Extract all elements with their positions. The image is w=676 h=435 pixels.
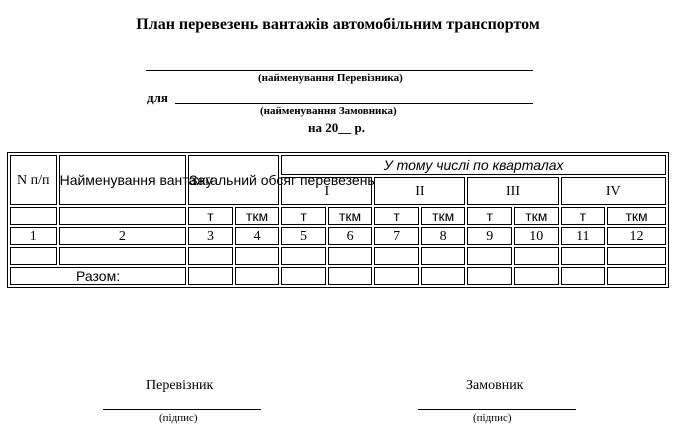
document-title: План перевезень вантажів автомобільним транспортом — [136, 16, 540, 33]
customer-sign-caption: (підпис) — [473, 412, 512, 424]
number-cell: 8 — [421, 227, 466, 245]
number-cell: 1 — [10, 227, 57, 245]
header-num: N п/п — [10, 155, 57, 205]
carrier-caption: (найменування Перевізника) — [258, 72, 403, 84]
table-cell — [281, 247, 326, 265]
number-cell: 11 — [561, 227, 606, 245]
year-line: на 20__ р. — [308, 120, 365, 135]
table-cell — [514, 267, 559, 285]
unit-cell: т — [561, 207, 606, 225]
unit-cell: ткм — [514, 207, 559, 225]
number-cell: 4 — [235, 227, 280, 245]
table-cell — [374, 267, 419, 285]
header-cargo: Найменування вантажу — [59, 155, 187, 205]
empty-row — [10, 247, 666, 265]
customer-caption: (найменування Замовника) — [260, 105, 397, 117]
unit-cell: ткм — [235, 207, 280, 225]
table-cell — [188, 267, 233, 285]
number-cell: 3 — [188, 227, 233, 245]
table-cell — [235, 267, 280, 285]
number-cell: 9 — [467, 227, 512, 245]
header-quarter: I — [281, 177, 372, 205]
header-quarter: IV — [561, 177, 666, 205]
table-cell — [10, 247, 57, 265]
table-cell — [421, 247, 466, 265]
for-label: для — [147, 90, 168, 105]
unit-cell: ткм — [607, 207, 666, 225]
header-quarters-group: У тому числі по кварталах — [281, 155, 666, 175]
table-cell — [421, 267, 466, 285]
numbers-row — [10, 227, 666, 245]
header-total: Загальний обсяг перевезень — [188, 155, 279, 205]
units-row — [10, 207, 666, 225]
customer-name-line — [175, 103, 533, 104]
number-cell: 5 — [281, 227, 326, 245]
table-cell — [10, 207, 57, 225]
carrier-signature-line — [103, 409, 261, 410]
total-row — [10, 267, 666, 285]
header-quarter: III — [467, 177, 558, 205]
unit-cell: т — [374, 207, 419, 225]
table-cell — [281, 267, 326, 285]
carrier-sign-caption: (підпис) — [159, 412, 198, 424]
table-cell — [467, 267, 512, 285]
unit-cell: т — [281, 207, 326, 225]
table-cell — [561, 247, 606, 265]
carrier-signature-label: Перевізник — [146, 378, 214, 393]
table-cell — [59, 207, 187, 225]
number-cell: 2 — [59, 227, 187, 245]
header-quarter: II — [374, 177, 465, 205]
table-cell — [561, 267, 606, 285]
unit-cell: т — [188, 207, 233, 225]
table-cell — [607, 247, 666, 265]
transport-plan-table — [7, 152, 669, 288]
number-cell: 10 — [514, 227, 559, 245]
unit-cell: ткм — [421, 207, 466, 225]
customer-signature-label: Замовник — [466, 378, 524, 393]
total-label: Разом: — [10, 267, 186, 285]
unit-cell: т — [467, 207, 512, 225]
table-cell — [328, 247, 373, 265]
table-cell — [59, 247, 187, 265]
table-cell — [374, 247, 419, 265]
table-cell — [188, 247, 233, 265]
carrier-name-line — [146, 70, 533, 71]
number-cell: 6 — [328, 227, 373, 245]
header-row-1 — [10, 155, 666, 175]
table-cell — [514, 247, 559, 265]
number-cell: 7 — [374, 227, 419, 245]
table-cell — [328, 267, 373, 285]
table-cell — [235, 247, 280, 265]
number-cell: 12 — [607, 227, 666, 245]
unit-cell: ткм — [328, 207, 373, 225]
table-cell — [467, 247, 512, 265]
table-cell — [607, 267, 666, 285]
customer-signature-line — [418, 409, 576, 410]
